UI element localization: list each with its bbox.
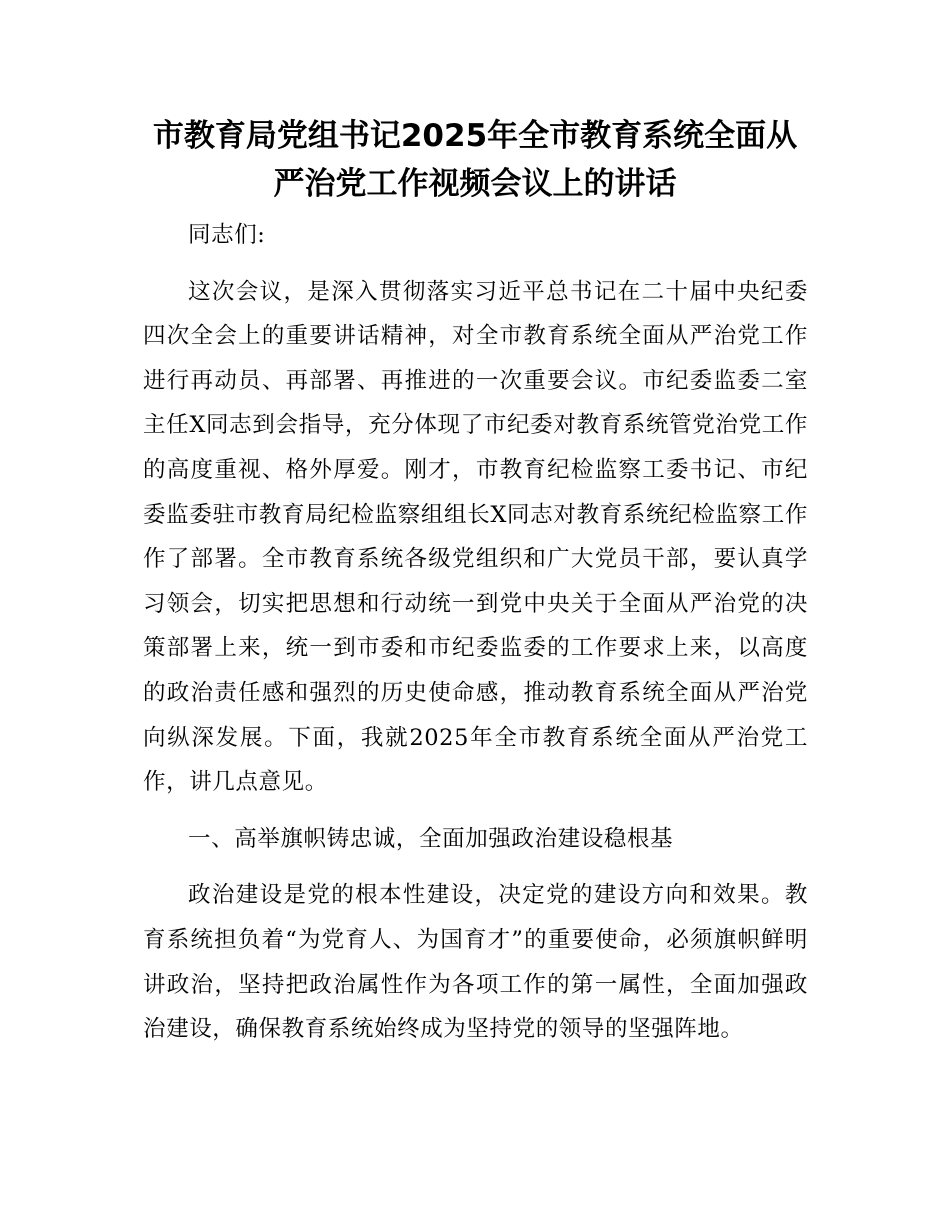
document-title [120,112,830,208]
paragraph-intro: 这次会议，是深入贯彻落实习近平总书记在二十届中央纪委四次全会上的重要讲话精神，对全市教育系统全面从严治党工作进行再动员、再部署、再推进的一次重要会议。市纪委监委二室主任X同志到会指导，充分体现了市纪委对教育系统管党治党工作的高度重视、格外厚爱。刚才，市教育纪检监察工委书记、市纪委监委驻市教育局纪检监察组组长X同志对教育系统纪检监察工作作了部署。全市教育系统各级党组织和广大党员干部，要认真学习领会，切实把思想和行动统一到党中央关于全面从严治党的决策部署上来，统一到市委和市纪委监委的工作要求上来，以高度的政治责任感和强烈的历史使命感，推动教育系统全面从严治党向纵深发展。下面，我就2025年全市教育系统全面从严治党工作，讲几点意见。 [143,278,808,796]
document-body [143,213,808,1064]
title-line-1: 市教育局党组书记2025年全市教育系统全面从 [152,118,798,154]
salutation: 同志们: [188,222,266,248]
title-line-2: 严治党工作视频会议上的讲话 [273,166,677,202]
paragraph-political-building: 政治建设是党的根本性建设，决定党的建设方向和效果。教育系统担负着“为党育人、为国育才”的重要使命，必须旗帜鲜明讲政治，坚持把政治属性作为各项工作的第一属性，全面加强政治建设，确保教育系统始终成为坚持党的领导的坚强阵地。 [143,882,808,1043]
section-heading-1: 一、高举旗帜铸忠诚，全面加强政治建设稳根基 [188,825,674,852]
